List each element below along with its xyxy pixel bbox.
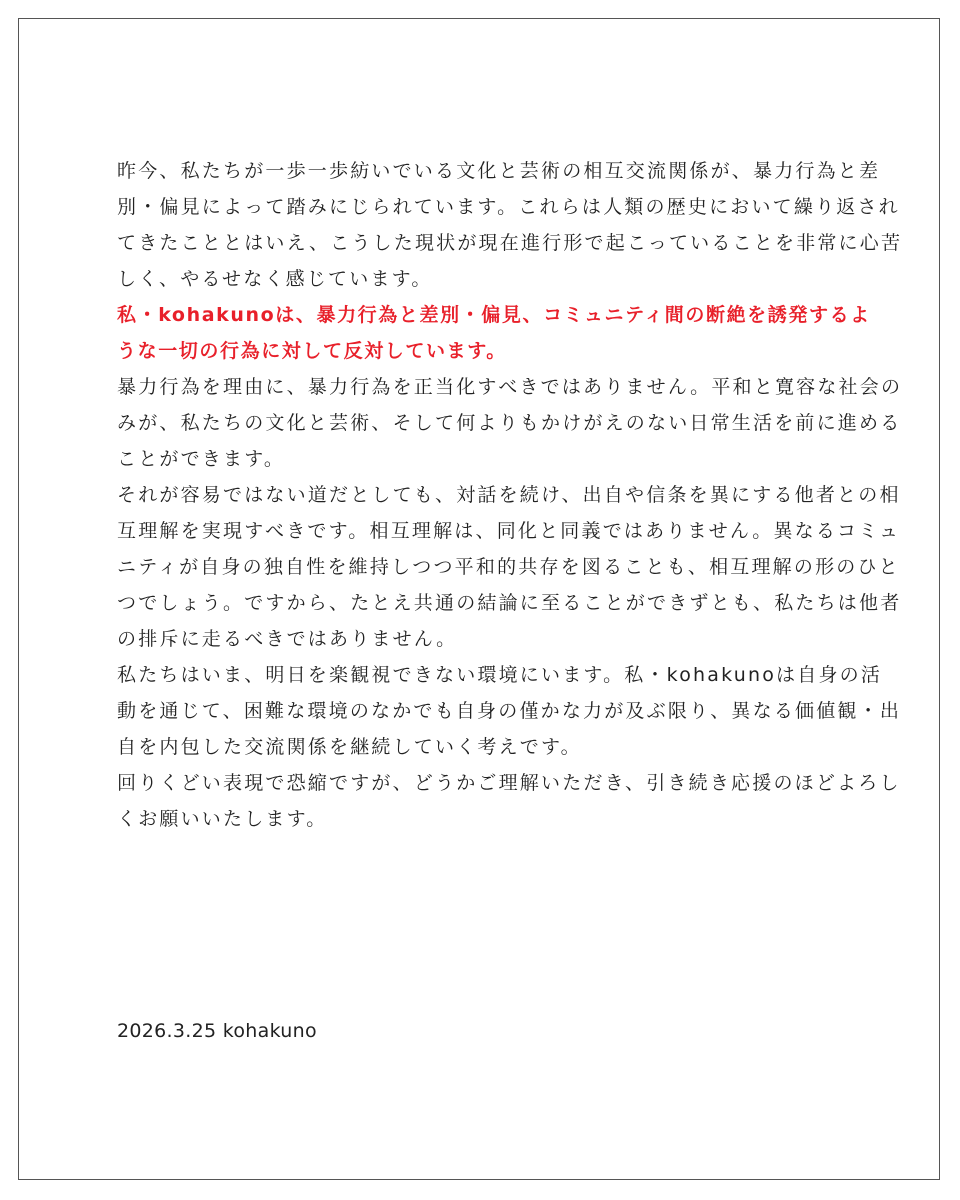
text-line: の排斥に走るべきではありません。 <box>117 628 458 650</box>
text-line: ことができます。 <box>117 448 286 470</box>
highlight-text-line: 私・kohakunoは、暴力行為と差別・偏見、コミュニティ間の断絶を誘発するよ <box>117 304 871 326</box>
paragraph-dialogue <box>117 477 902 657</box>
text-line: しく、やるせなく感じています。 <box>117 268 433 290</box>
paragraph-peace <box>117 369 903 477</box>
text-line: 回りくどい表現で恐縮ですが、どうかご理解いただき、引き続き応援のほどよろし <box>117 772 901 794</box>
text-line: 暴力行為を理由に、暴力行為を正当化すべきではありません。平和と寛容な社会の <box>117 376 903 398</box>
text-line: それが容易ではない道だとしても、対話を続け、出自や信条を異にする他者との相 <box>117 484 901 506</box>
text-line: みが、私たちの文化と芸術、そして何よりもかけがえのない日常生活を前に進める <box>117 412 902 434</box>
text-line: 昨今、私たちが一歩一歩紡いでいる文化と芸術の相互交流関係が、暴力行為と差 <box>117 160 881 182</box>
paragraph-commitment <box>117 657 902 765</box>
signature-date: 2026.3.25 <box>117 1020 217 1042</box>
statement-body <box>117 153 903 837</box>
text-line: 別・偏見によって踏みにじられています。これらは人類の歴史において繰り返され <box>117 196 900 218</box>
text-line: つでしょう。ですから、たとえ共通の結論に至ることができずとも、私たちは他者 <box>117 592 902 614</box>
paragraph-closing <box>117 765 901 837</box>
signature-author: kohakuno <box>222 1020 317 1042</box>
text-line: くお願いいたします。 <box>117 808 328 830</box>
text-line: 私たちはいま、明日を楽観視できない環境にいます。私・kohakunoは自身の活 <box>117 664 883 686</box>
paragraph-intro <box>117 153 903 297</box>
paragraph-highlight-statement <box>117 297 871 369</box>
text-line: てきたこととはいえ、こうした現状が現在進行形で起こっていることを非常に心苦 <box>117 232 903 254</box>
text-line: 互理解を実現すべきです。相互理解は、同化と同義ではありません。異なるコミュ <box>117 520 901 542</box>
highlight-text-line: うな一切の行為に対して反対しています。 <box>117 340 507 362</box>
text-line: 動を通じて、困難な環境のなかでも自身の僅かな力が及ぶ限り、異なる価値観・出 <box>117 700 902 722</box>
text-line: 自を内包した交流関係を継続していく考えです。 <box>117 736 582 758</box>
signature <box>117 1016 317 1046</box>
text-line: ニティが自身の独自性を維持しつつ平和的共存を図ることも、相互理解の形のひと <box>117 556 900 578</box>
